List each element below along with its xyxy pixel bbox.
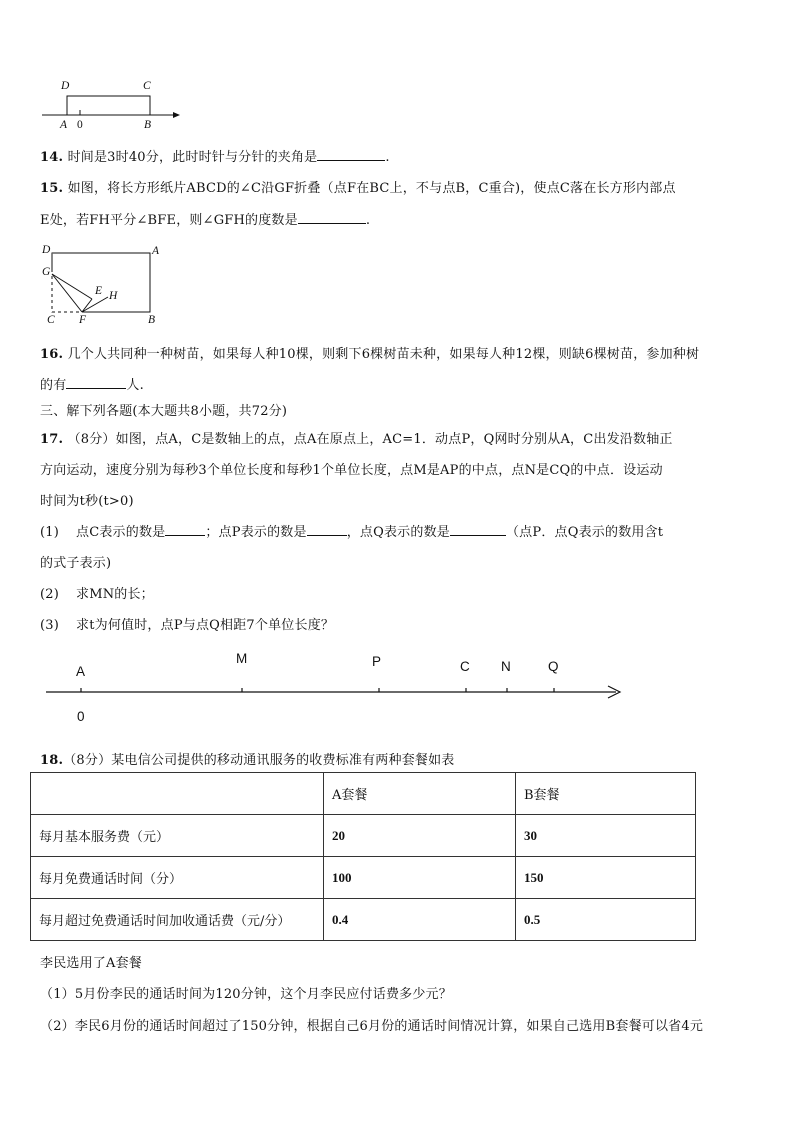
numberline-label-a: A	[76, 664, 86, 679]
question-16-line-2	[40, 374, 144, 393]
question-14	[40, 146, 390, 165]
question-17-line-2: 方向运动，速度分别为每秒3个单位长度和每秒1个单位长度，点M是AP的中点，点N是CQ的中点．设运动	[40, 463, 663, 478]
question-15-line-2	[40, 209, 370, 228]
question-15-line-1	[40, 177, 676, 196]
table-header-cell	[31, 773, 324, 815]
numberline-label-q: Q	[548, 659, 559, 674]
q14-text: 时间是3时40分，此时时针与分针的夹角是	[67, 150, 318, 165]
table-header-cell: B套餐	[516, 773, 696, 815]
q17-number: 17.	[40, 432, 64, 447]
q17-blank-q[interactable]	[450, 523, 506, 536]
q18-number: 18.	[40, 753, 64, 768]
q17-part-1-text-a: 点C表示的数是	[76, 525, 166, 540]
q14-end: .	[385, 150, 390, 165]
fig13-label-zero: 0	[77, 119, 83, 131]
q17-line-1-text: （8分）如图，点A，C是数轴上的点，点A在原点上，AC=1．动点P，Q网时分别从A，C出发沿数轴正	[67, 432, 673, 447]
fig15-label-a: A	[152, 245, 160, 257]
question-16-line-1	[40, 343, 699, 362]
q15-line-2-text: E处，若FH平分∠BFE，则∠GFH的度数是	[40, 213, 298, 228]
q17-blank-p[interactable]	[307, 523, 347, 536]
q14-number: 14.	[40, 150, 64, 165]
table-cell: 30	[516, 815, 696, 857]
question-17-line-1	[40, 428, 673, 447]
q16-line-2-start: 的有	[40, 378, 67, 393]
table-cell: 20	[324, 815, 516, 857]
numberline-label-c: C	[460, 659, 470, 674]
table-header-cell: A套餐	[324, 773, 516, 815]
q18-after-table: 李民选用了A套餐	[40, 956, 142, 971]
q17-part-1-text-d: （点P．点Q表示的数用含t	[505, 525, 664, 540]
q16-answer-blank[interactable]	[66, 376, 126, 389]
q18-part-1: （1）5月份李民的通话时间为120分钟，这个月李民应付话费多少元？	[40, 987, 452, 1002]
table-cell: 每月免费通话时间（分）	[31, 857, 324, 899]
fig15-label-h: H	[109, 290, 118, 302]
q15-answer-blank[interactable]	[298, 211, 366, 224]
numberline-label-m: M	[236, 651, 248, 666]
fig15-label-d: D	[42, 244, 51, 256]
q17-part-3-number: (3)	[40, 618, 60, 633]
q16-line-2-end: 人.	[126, 378, 144, 393]
q16-number: 16.	[40, 347, 64, 362]
q17-number-line	[40, 680, 630, 704]
numberline-label-zero: 0	[77, 709, 85, 724]
q15-line-1-text: 如图，将长方形纸片ABCD的∠C沿GF折叠（点F在BC上，不与点B，C重合)，使点C落在长方形内部点	[67, 181, 676, 196]
table-cell: 每月基本服务费（元）	[31, 815, 324, 857]
q17-part-1-line-2: 的式子表示)	[40, 556, 112, 571]
q17-part-3	[40, 614, 334, 633]
q14-answer-blank[interactable]	[317, 148, 385, 161]
fee-table	[30, 772, 696, 941]
q17-blank-c[interactable]	[165, 523, 205, 536]
fig13-label-c: C	[143, 80, 151, 92]
numberline-label-n: N	[501, 659, 511, 674]
numberline-label-p: P	[372, 654, 382, 669]
q18-intro-text: （8分）某电信公司提供的移动通讯服务的收费标准有两种套餐如表	[63, 753, 455, 768]
fig13-label-a: A	[60, 119, 68, 131]
table-cell: 0.4	[324, 899, 516, 941]
table-cell: 每月超过免费通话时间加收通话费（元/分）	[31, 899, 324, 941]
q17-part-2-text: 求MN的长；	[76, 587, 154, 602]
table-row	[31, 857, 696, 899]
table-cell: 100	[324, 857, 516, 899]
fig15-label-e: E	[95, 285, 103, 297]
q17-part-1-text-c: ，点Q表示的数是	[346, 525, 450, 540]
fig15-label-f: F	[79, 314, 87, 326]
table-header-row	[31, 773, 696, 815]
number-line-rectangle-figure	[36, 76, 186, 136]
table-row	[31, 899, 696, 941]
q17-part-3-text: 求t为何值时，点P与点Q相距7个单位长度？	[76, 618, 335, 633]
fig15-label-c: C	[47, 314, 55, 326]
question-17-line-3: 时间为t秒(t>0)	[40, 494, 134, 509]
q17-part-2	[40, 583, 154, 602]
fig15-label-b: B	[148, 314, 156, 326]
q17-part-2-number: (2)	[40, 587, 60, 602]
q17-part-1-line-1	[40, 521, 663, 540]
table-cell: 150	[516, 857, 696, 899]
q15-number: 15.	[40, 181, 64, 196]
table-row	[31, 815, 696, 857]
fig15-label-g: G	[42, 266, 51, 278]
q17-part-1-text-b: ；点P表示的数是	[205, 525, 307, 540]
fig13-label-b: B	[144, 119, 152, 131]
section-3-heading: 三、解下列各题(本大题共8小题，共72分)	[40, 404, 288, 419]
q15-end: .	[365, 213, 371, 228]
question-18-intro	[40, 749, 455, 768]
q16-line-1-text: 几个人共同种一种树苗，如果每人种10棵，则剩下6棵树苗未种，如果每人种12棵，则缺6棵树苗，参加种树	[67, 347, 700, 362]
q17-part-1-number: (1)	[40, 525, 60, 540]
q18-part-2: （2）李民6月份的通话时间超过了150分钟，根据自己6月份的通话时间情况计算，如果自己选用B套餐可以省4元	[40, 1019, 704, 1034]
fig13-label-d: D	[61, 80, 70, 92]
table-cell: 0.5	[516, 899, 696, 941]
